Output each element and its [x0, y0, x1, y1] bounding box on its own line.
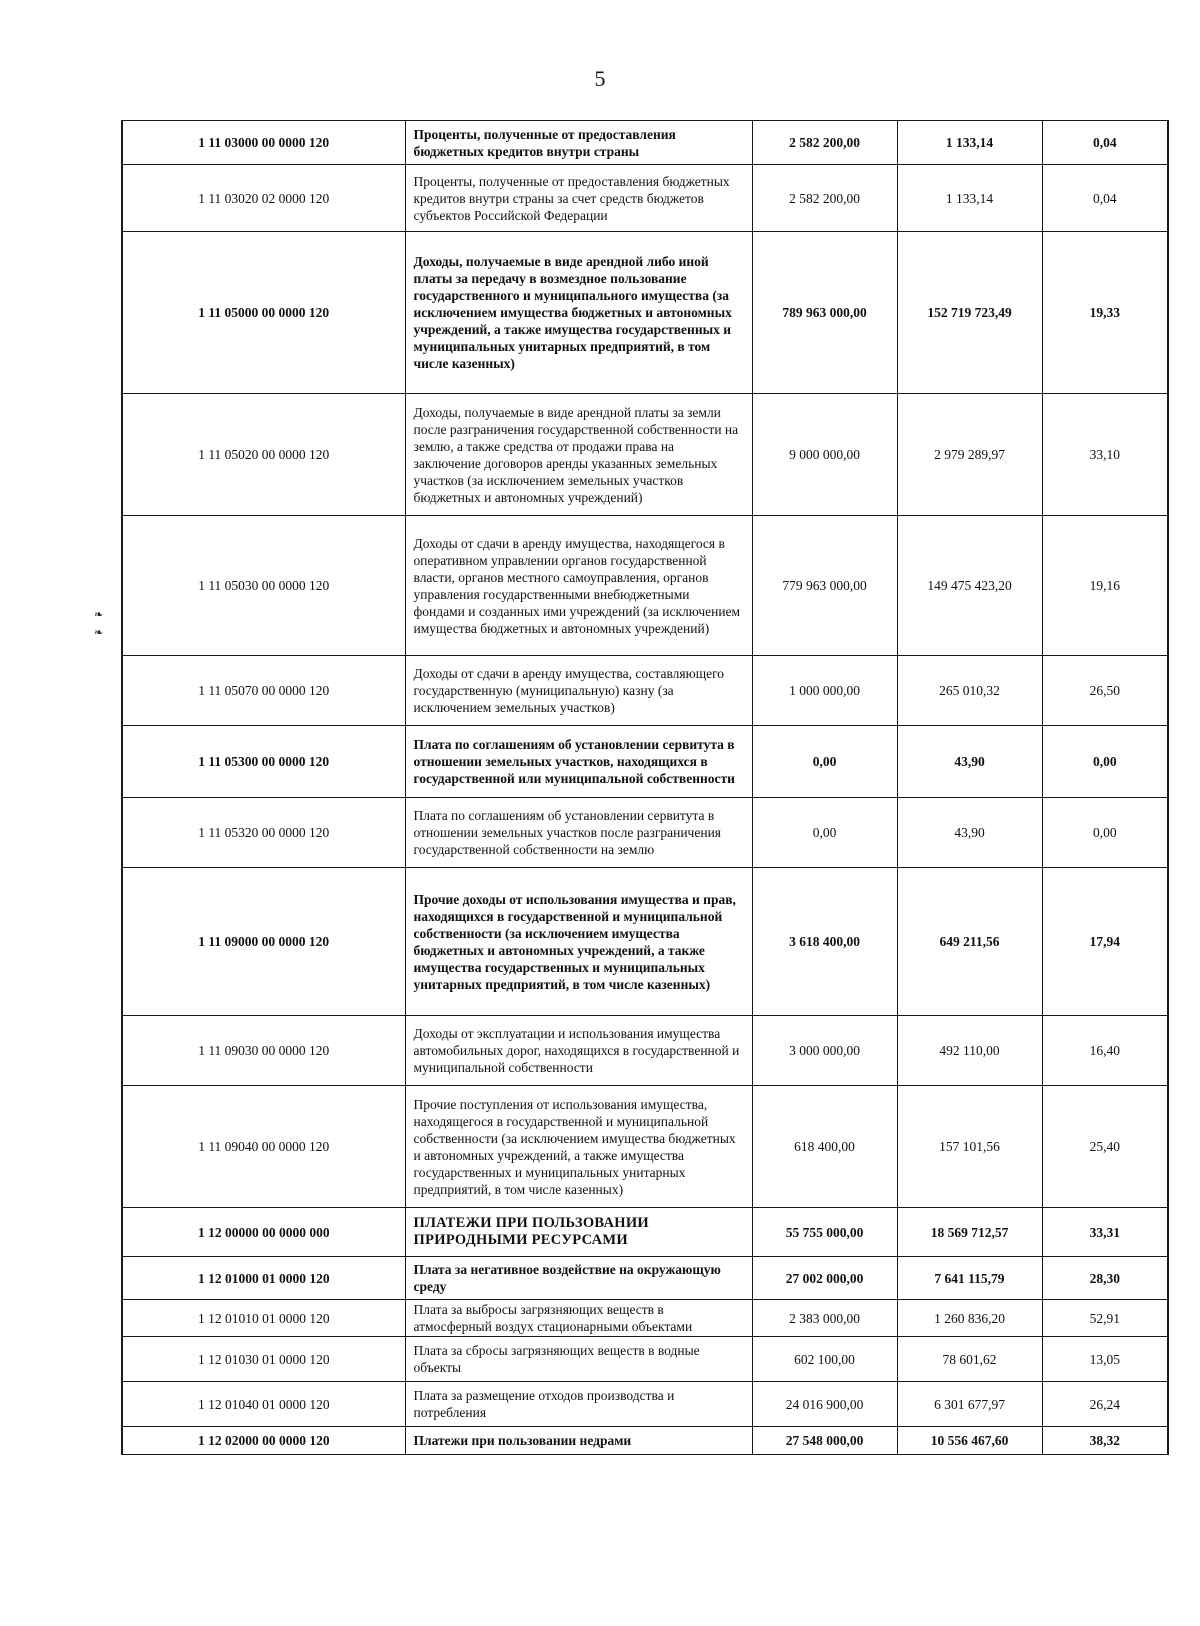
execution-percent-cell: 52,91: [1042, 1300, 1168, 1337]
revenue-name-cell: Плата за сбросы загрязняющих веществ в водные объекты: [405, 1337, 752, 1382]
table-row: [122, 1382, 1168, 1427]
table-row: [122, 1016, 1168, 1086]
execution-percent-cell: 16,40: [1042, 1016, 1168, 1086]
table-row: [122, 868, 1168, 1016]
revenue-name-cell: Прочие поступления от использования имущества, находящегося в государственной и муниципальной собственности (за исключением имущества бюджетных и автономных учреждений, а также имущества государственных и муниципальных унитарных предприятий, в том числе казенных): [405, 1086, 752, 1208]
table-row: [122, 121, 1168, 165]
revenue-name-cell: Плата за размещение отходов производства и потребления: [405, 1382, 752, 1427]
execution-percent-cell: 38,32: [1042, 1427, 1168, 1455]
actual-amount-cell: 1 133,14: [897, 165, 1042, 232]
execution-percent-cell: 0,04: [1042, 165, 1168, 232]
actual-amount-cell: 492 110,00: [897, 1016, 1042, 1086]
actual-amount-cell: 265 010,32: [897, 656, 1042, 726]
plan-amount-cell: 55 755 000,00: [752, 1208, 897, 1257]
revenue-name-cell: Плата по соглашениям об установлении сервитута в отношении земельных участков после разграничения государственной собственности на землю: [405, 798, 752, 868]
plan-amount-cell: 0,00: [752, 798, 897, 868]
execution-percent-cell: 19,33: [1042, 232, 1168, 394]
table-row: [122, 516, 1168, 656]
budget-code-cell: 1 12 01040 01 0000 120: [122, 1382, 405, 1427]
table-row: [122, 1257, 1168, 1300]
page-number: 5: [594, 66, 606, 91]
budget-code-cell: 1 11 05070 00 0000 120: [122, 656, 405, 726]
budget-code-cell: 1 11 03020 02 0000 120: [122, 165, 405, 232]
revenue-table: [121, 120, 1169, 1455]
table-row: [122, 1208, 1168, 1257]
budget-code-cell: 1 12 01010 01 0000 120: [122, 1300, 405, 1337]
revenue-name-cell: Плата за негативное воздействие на окружающую среду: [405, 1257, 752, 1300]
actual-amount-cell: 152 719 723,49: [897, 232, 1042, 394]
table-row: [122, 798, 1168, 868]
plan-amount-cell: 3 000 000,00: [752, 1016, 897, 1086]
revenue-name-cell: Плата по соглашениям об установлении сервитута в отношении земельных участков, находящихся в государственной или муниципальной собственности: [405, 726, 752, 798]
plan-amount-cell: 3 618 400,00: [752, 868, 897, 1016]
budget-code-cell: 1 12 02000 00 0000 120: [122, 1427, 405, 1455]
actual-amount-cell: 10 556 467,60: [897, 1427, 1042, 1455]
budget-code-cell: 1 11 05320 00 0000 120: [122, 798, 405, 868]
margin-mark: ❧: [94, 627, 104, 639]
execution-percent-cell: 0,04: [1042, 121, 1168, 165]
plan-amount-cell: 618 400,00: [752, 1086, 897, 1208]
execution-percent-cell: 33,10: [1042, 394, 1168, 516]
revenue-name-cell: ПЛАТЕЖИ ПРИ ПОЛЬЗОВАНИИ ПРИРОДНЫМИ РЕСУРСАМИ: [405, 1208, 752, 1257]
execution-percent-cell: 26,50: [1042, 656, 1168, 726]
actual-amount-cell: 18 569 712,57: [897, 1208, 1042, 1257]
execution-percent-cell: 26,24: [1042, 1382, 1168, 1427]
revenue-name-cell: Проценты, полученные от предоставления бюджетных кредитов внутри страны за счет средств бюджетов субъектов Российской Федерации: [405, 165, 752, 232]
execution-percent-cell: 28,30: [1042, 1257, 1168, 1300]
actual-amount-cell: 78 601,62: [897, 1337, 1042, 1382]
actual-amount-cell: 149 475 423,20: [897, 516, 1042, 656]
execution-percent-cell: 19,16: [1042, 516, 1168, 656]
revenue-name-cell: Прочие доходы от использования имущества и прав, находящихся в государственной и муниципальной собственности (за исключением имущества бюджетных и автономных учреждений, а также имущества государственных и муниципальных унитарных предприятий, в том числе казенных): [405, 868, 752, 1016]
plan-amount-cell: 2 582 200,00: [752, 121, 897, 165]
table-row: [122, 1086, 1168, 1208]
actual-amount-cell: 6 301 677,97: [897, 1382, 1042, 1427]
budget-code-cell: 1 12 00000 00 0000 000: [122, 1208, 405, 1257]
budget-code-cell: 1 11 09030 00 0000 120: [122, 1016, 405, 1086]
plan-amount-cell: 2 383 000,00: [752, 1300, 897, 1337]
actual-amount-cell: 157 101,56: [897, 1086, 1042, 1208]
revenue-name-cell: Доходы, получаемые в виде арендной платы за земли после разграничения государственной собственности на землю, а также средства от продажи права на заключение договоров аренды указанных земельных участков (за исключением земельных участков бюджетных и автономных учреждений): [405, 394, 752, 516]
table-row: [122, 165, 1168, 232]
plan-amount-cell: 0,00: [752, 726, 897, 798]
plan-amount-cell: 2 582 200,00: [752, 165, 897, 232]
table-row: [122, 1337, 1168, 1382]
budget-code-cell: 1 11 09000 00 0000 120: [122, 868, 405, 1016]
table-row: [122, 656, 1168, 726]
revenue-name-cell: Платежи при пользовании недрами: [405, 1427, 752, 1455]
table-row: [122, 726, 1168, 798]
execution-percent-cell: 0,00: [1042, 726, 1168, 798]
revenue-name-cell: Доходы от сдачи в аренду имущества, составляющего государственную (муниципальную) казну (за исключением земельных участков): [405, 656, 752, 726]
execution-percent-cell: 0,00: [1042, 798, 1168, 868]
actual-amount-cell: 43,90: [897, 798, 1042, 868]
actual-amount-cell: 649 211,56: [897, 868, 1042, 1016]
plan-amount-cell: 779 963 000,00: [752, 516, 897, 656]
actual-amount-cell: 1 260 836,20: [897, 1300, 1042, 1337]
budget-code-cell: 1 12 01030 01 0000 120: [122, 1337, 405, 1382]
budget-code-cell: 1 11 05300 00 0000 120: [122, 726, 405, 798]
revenue-name-cell: Доходы от сдачи в аренду имущества, находящегося в оперативном управлении органов государственной власти, органов местного самоуправления, органов управления государственными внебюджетными фондами и созданных ими учреждений (за исключением имущества бюджетных и автономных учреждений): [405, 516, 752, 656]
plan-amount-cell: 602 100,00: [752, 1337, 897, 1382]
revenue-name-cell: Плата за выбросы загрязняющих веществ в атмосферный воздух стационарными объектами: [405, 1300, 752, 1337]
actual-amount-cell: 7 641 115,79: [897, 1257, 1042, 1300]
plan-amount-cell: 1 000 000,00: [752, 656, 897, 726]
budget-code-cell: 1 11 05020 00 0000 120: [122, 394, 405, 516]
table-row: [122, 1427, 1168, 1455]
table-row: [122, 232, 1168, 394]
budget-code-cell: 1 12 01000 01 0000 120: [122, 1257, 405, 1300]
budget-code-cell: 1 11 05000 00 0000 120: [122, 232, 405, 394]
budget-code-cell: 1 11 03000 00 0000 120: [122, 121, 405, 165]
actual-amount-cell: 2 979 289,97: [897, 394, 1042, 516]
actual-amount-cell: 1 133,14: [897, 121, 1042, 165]
plan-amount-cell: 9 000 000,00: [752, 394, 897, 516]
plan-amount-cell: 24 016 900,00: [752, 1382, 897, 1427]
budget-code-cell: 1 11 05030 00 0000 120: [122, 516, 405, 656]
table-row: [122, 394, 1168, 516]
revenue-name-cell: Проценты, полученные от предоставления бюджетных кредитов внутри страны: [405, 121, 752, 165]
execution-percent-cell: 17,94: [1042, 868, 1168, 1016]
actual-amount-cell: 43,90: [897, 726, 1042, 798]
plan-amount-cell: 27 002 000,00: [752, 1257, 897, 1300]
budget-code-cell: 1 11 09040 00 0000 120: [122, 1086, 405, 1208]
plan-amount-cell: 789 963 000,00: [752, 232, 897, 394]
plan-amount-cell: 27 548 000,00: [752, 1427, 897, 1455]
revenue-name-cell: Доходы, получаемые в виде арендной либо иной платы за передачу в возмездное пользование государственного и муниципального имущества (за исключением имущества бюджетных и автономных учреждений, а также имущества государственных и муниципальных унитарных предприятий, в том числе казенных): [405, 232, 752, 394]
execution-percent-cell: 33,31: [1042, 1208, 1168, 1257]
table-row: [122, 1300, 1168, 1337]
revenue-name-cell: Доходы от эксплуатации и использования имущества автомобильных дорог, находящихся в государственной и муниципальной собственности: [405, 1016, 752, 1086]
execution-percent-cell: 13,05: [1042, 1337, 1168, 1382]
execution-percent-cell: 25,40: [1042, 1086, 1168, 1208]
margin-mark: ❧: [94, 609, 104, 621]
